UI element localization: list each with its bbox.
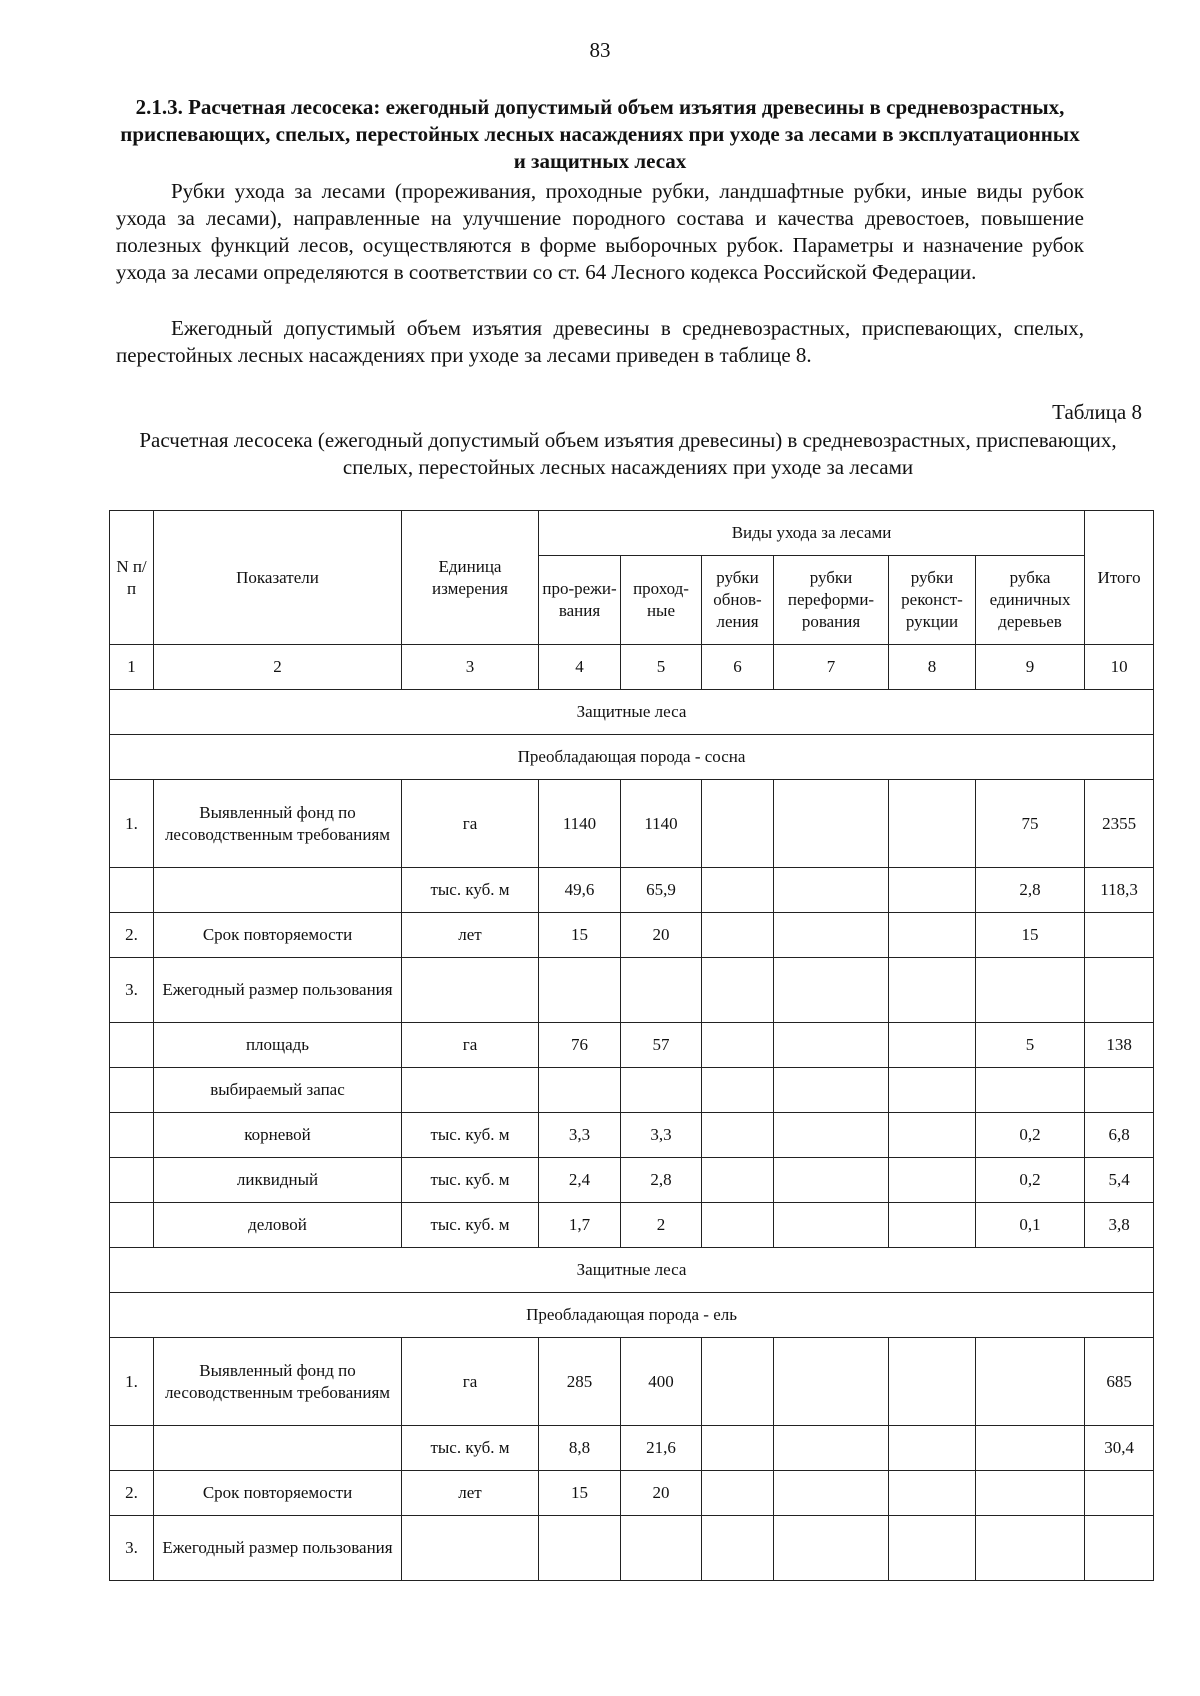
table-cell bbox=[889, 1068, 976, 1113]
forest-category-row-label: Защитные леса bbox=[110, 690, 1154, 735]
table-cell bbox=[402, 1516, 539, 1581]
table-cell: га bbox=[402, 1023, 539, 1068]
table-cell bbox=[110, 868, 154, 913]
table-cell bbox=[110, 1068, 154, 1113]
table-cell: 20 bbox=[621, 913, 702, 958]
column-number: 1 bbox=[110, 645, 154, 690]
table-cell: 2,8 bbox=[976, 868, 1085, 913]
table-cell bbox=[774, 780, 889, 868]
forest-care-table bbox=[109, 510, 1154, 1581]
table-cell bbox=[621, 1068, 702, 1113]
table-cell: 5 bbox=[976, 1023, 1085, 1068]
table-cell: Ежегодный размер пользования bbox=[154, 958, 402, 1023]
table-row bbox=[110, 1516, 1154, 1581]
table-cell: 5,4 bbox=[1085, 1158, 1154, 1203]
table-cell: 685 bbox=[1085, 1338, 1154, 1426]
column-number: 3 bbox=[402, 645, 539, 690]
table-cell bbox=[702, 868, 774, 913]
table-cell bbox=[774, 958, 889, 1023]
table-cell: га bbox=[402, 780, 539, 868]
table-cell bbox=[889, 868, 976, 913]
table-cell bbox=[154, 1426, 402, 1471]
table-cell: 65,9 bbox=[621, 868, 702, 913]
table-cell: 1. bbox=[110, 780, 154, 868]
table-cell: 75 bbox=[976, 780, 1085, 868]
table-cell bbox=[110, 1023, 154, 1068]
page-number: 83 bbox=[589, 38, 611, 62]
table-cell bbox=[774, 1113, 889, 1158]
table-cell bbox=[889, 913, 976, 958]
header-passage: проход-ные bbox=[621, 556, 702, 645]
table-cell bbox=[539, 1516, 621, 1581]
table-cell: 3. bbox=[110, 1516, 154, 1581]
table-cell bbox=[539, 1068, 621, 1113]
table-cell bbox=[774, 1203, 889, 1248]
table-cell: 2,4 bbox=[539, 1158, 621, 1203]
table-cell bbox=[1085, 913, 1154, 958]
header-total: Итого bbox=[1085, 511, 1154, 645]
table-cell: 3. bbox=[110, 958, 154, 1023]
table-cell bbox=[702, 1516, 774, 1581]
table-cell bbox=[539, 958, 621, 1023]
table-cell bbox=[702, 1158, 774, 1203]
table-cell bbox=[402, 958, 539, 1023]
header-single-trees: рубка единичных деревьев bbox=[976, 556, 1085, 645]
table-cell bbox=[702, 1113, 774, 1158]
header-reformation: рубки переформи-рования bbox=[774, 556, 889, 645]
header-indicator: Показатели bbox=[154, 511, 402, 645]
table-row bbox=[110, 1426, 1154, 1471]
table-cell bbox=[774, 1516, 889, 1581]
table-cell: 1. bbox=[110, 1338, 154, 1426]
table-cell: 76 bbox=[539, 1023, 621, 1068]
table-cell: тыс. куб. м bbox=[402, 868, 539, 913]
table-cell: 2 bbox=[621, 1203, 702, 1248]
table-row bbox=[110, 913, 1154, 958]
forest-category-row bbox=[110, 690, 1154, 735]
column-number: 10 bbox=[1085, 645, 1154, 690]
header-num: N п/п bbox=[110, 511, 154, 645]
table-cell: 2. bbox=[110, 913, 154, 958]
table-cell bbox=[889, 1158, 976, 1203]
table-cell: 8,8 bbox=[539, 1426, 621, 1471]
table-cell: 1,7 bbox=[539, 1203, 621, 1248]
table-cell bbox=[774, 1338, 889, 1426]
table-cell: лет bbox=[402, 1471, 539, 1516]
forest-category-row bbox=[110, 1248, 1154, 1293]
forest-category-row-label: Защитные леса bbox=[110, 1248, 1154, 1293]
table-cell: площадь bbox=[154, 1023, 402, 1068]
table-cell bbox=[774, 1471, 889, 1516]
table-cell bbox=[976, 1516, 1085, 1581]
table-cell: ликвидный bbox=[154, 1158, 402, 1203]
table-cell: корневой bbox=[154, 1113, 402, 1158]
table-cell bbox=[889, 1516, 976, 1581]
column-number: 4 bbox=[539, 645, 621, 690]
table-cell: 57 bbox=[621, 1023, 702, 1068]
table-row bbox=[110, 1068, 1154, 1113]
table-cell bbox=[621, 958, 702, 1023]
dominant-species-row bbox=[110, 735, 1154, 780]
table-cell bbox=[1085, 1471, 1154, 1516]
table-row bbox=[110, 1203, 1154, 1248]
table-cell: 3,8 bbox=[1085, 1203, 1154, 1248]
table-cell: 2. bbox=[110, 1471, 154, 1516]
table-cell bbox=[889, 1113, 976, 1158]
table-cell bbox=[976, 1068, 1085, 1113]
table-cell: 285 bbox=[539, 1338, 621, 1426]
table-cell: Срок повторяемости bbox=[154, 1471, 402, 1516]
table-row bbox=[110, 1023, 1154, 1068]
column-number-row bbox=[110, 645, 1154, 690]
table-cell: Выявленный фонд по лесоводственным требованиям bbox=[154, 780, 402, 868]
table-cell bbox=[976, 1426, 1085, 1471]
header-reconstruction: рубки реконст-рукции bbox=[889, 556, 976, 645]
table-cell bbox=[889, 1426, 976, 1471]
table-label: Таблица 8 bbox=[1052, 400, 1142, 424]
header-renewal: рубки обнов-ления bbox=[702, 556, 774, 645]
header-care-types: Виды ухода за лесами bbox=[539, 511, 1085, 556]
table-cell: 2355 bbox=[1085, 780, 1154, 868]
table-row bbox=[110, 1471, 1154, 1516]
table-cell: га bbox=[402, 1338, 539, 1426]
column-number: 2 bbox=[154, 645, 402, 690]
table-cell: 138 bbox=[1085, 1023, 1154, 1068]
column-number: 5 bbox=[621, 645, 702, 690]
table-cell bbox=[702, 1426, 774, 1471]
table-cell: выбираемый запас bbox=[154, 1068, 402, 1113]
table-row bbox=[110, 868, 1154, 913]
table-row bbox=[110, 958, 1154, 1023]
table-row bbox=[110, 1338, 1154, 1426]
table-cell bbox=[110, 1203, 154, 1248]
table-cell: 30,4 bbox=[1085, 1426, 1154, 1471]
table-cell bbox=[110, 1113, 154, 1158]
table-cell: деловой bbox=[154, 1203, 402, 1248]
table-cell: 400 bbox=[621, 1338, 702, 1426]
table-cell: 1140 bbox=[539, 780, 621, 868]
table-cell bbox=[1085, 958, 1154, 1023]
table-cell bbox=[774, 1023, 889, 1068]
table-cell: тыс. куб. м bbox=[402, 1203, 539, 1248]
table-cell: 49,6 bbox=[539, 868, 621, 913]
table-cell bbox=[976, 958, 1085, 1023]
table-cell: Ежегодный размер пользования bbox=[154, 1516, 402, 1581]
table-cell bbox=[774, 868, 889, 913]
paragraph-1: Рубки ухода за лесами (прореживания, проходные рубки, ландшафтные рубки, иные виды рубок ухода за лесами), направленные на улучшение породного состава и качества древостоев, повышение полезных функций лесов, осуществляются в форме выборочных рубок. Параметры и назначение рубок ухода за лесами определяются в соответствии со ст. 64 Лесного кодекса Российской Федерации. bbox=[116, 179, 1084, 284]
table-cell bbox=[889, 780, 976, 868]
table-cell bbox=[976, 1338, 1085, 1426]
table-cell bbox=[774, 913, 889, 958]
table-cell bbox=[702, 1023, 774, 1068]
table-cell: 21,6 bbox=[621, 1426, 702, 1471]
table-cell bbox=[889, 1203, 976, 1248]
table-cell: Срок повторяемости bbox=[154, 913, 402, 958]
header-unit: Единица измерения bbox=[402, 511, 539, 645]
table-cell: лет bbox=[402, 913, 539, 958]
table-cell: 0,2 bbox=[976, 1158, 1085, 1203]
table-cell: тыс. куб. м bbox=[402, 1113, 539, 1158]
dominant-species-row-label: Преобладающая порода - ель bbox=[110, 1293, 1154, 1338]
table-cell: 6,8 bbox=[1085, 1113, 1154, 1158]
table-cell: 3,3 bbox=[539, 1113, 621, 1158]
dominant-species-row bbox=[110, 1293, 1154, 1338]
column-number: 6 bbox=[702, 645, 774, 690]
table-cell bbox=[889, 1338, 976, 1426]
table-cell bbox=[702, 1203, 774, 1248]
table-cell: Выявленный фонд по лесоводственным требованиям bbox=[154, 1338, 402, 1426]
table-cell bbox=[774, 1068, 889, 1113]
table-row bbox=[110, 1113, 1154, 1158]
table-cell: 0,1 bbox=[976, 1203, 1085, 1248]
table-cell: 15 bbox=[539, 913, 621, 958]
table-cell bbox=[154, 868, 402, 913]
table-cell: 1140 bbox=[621, 780, 702, 868]
table-cell bbox=[702, 958, 774, 1023]
table-cell: 118,3 bbox=[1085, 868, 1154, 913]
table-cell: 20 bbox=[621, 1471, 702, 1516]
table-cell: 3,3 bbox=[621, 1113, 702, 1158]
table-cell: тыс. куб. м bbox=[402, 1426, 539, 1471]
table-cell bbox=[774, 1426, 889, 1471]
table-cell bbox=[621, 1516, 702, 1581]
table-cell bbox=[110, 1158, 154, 1203]
paragraph-2: Ежегодный допустимый объем изъятия древесины в средневозрастных, приспевающих, спелых, перестойных лесных насаждениях при уходе за лесами приведен в таблице 8. bbox=[116, 316, 1084, 367]
table-cell bbox=[976, 1471, 1085, 1516]
table-cell bbox=[402, 1068, 539, 1113]
table-cell bbox=[1085, 1516, 1154, 1581]
table-cell bbox=[889, 1471, 976, 1516]
table-caption: Расчетная лесосека (ежегодный допустимый объем изъятия древесины) в средневозрастных, приспевающих, спелых, перестойных лесных насаждениях при уходе за лесами bbox=[139, 428, 1117, 479]
table-cell bbox=[702, 780, 774, 868]
table-row bbox=[110, 780, 1154, 868]
table-cell bbox=[774, 1158, 889, 1203]
table-cell bbox=[702, 913, 774, 958]
dominant-species-row-label: Преобладающая порода - сосна bbox=[110, 735, 1154, 780]
header-thinning: про-режи-вания bbox=[539, 556, 621, 645]
table-cell bbox=[702, 1471, 774, 1516]
column-number: 8 bbox=[889, 645, 976, 690]
column-number: 9 bbox=[976, 645, 1085, 690]
table-cell: 2,8 bbox=[621, 1158, 702, 1203]
table-cell bbox=[889, 958, 976, 1023]
table-cell bbox=[889, 1023, 976, 1068]
table-cell: тыс. куб. м bbox=[402, 1158, 539, 1203]
section-heading: 2.1.3. Расчетная лесосека: ежегодный допустимый объем изъятия древесины в средневозрастных, приспевающих, спелых, перестойных лесных насаждениях при уходе за лесами в эксплуатационных и защитных лесах bbox=[120, 95, 1080, 173]
column-number: 7 bbox=[774, 645, 889, 690]
table-cell bbox=[110, 1426, 154, 1471]
table-cell bbox=[702, 1338, 774, 1426]
table-cell: 0,2 bbox=[976, 1113, 1085, 1158]
table-body bbox=[110, 645, 1154, 1581]
table-cell: 15 bbox=[539, 1471, 621, 1516]
table-cell bbox=[702, 1068, 774, 1113]
table-cell: 15 bbox=[976, 913, 1085, 958]
table-row bbox=[110, 1158, 1154, 1203]
table-cell bbox=[1085, 1068, 1154, 1113]
